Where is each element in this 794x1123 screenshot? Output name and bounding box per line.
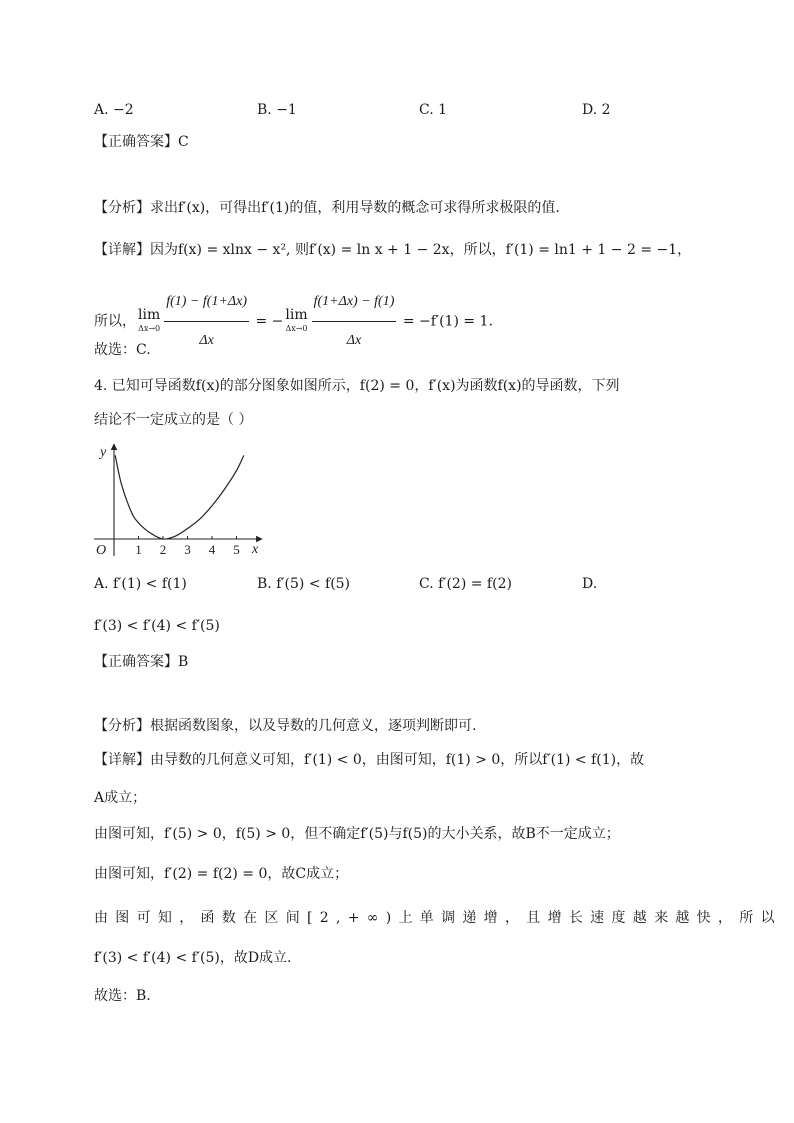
q4-option-d-content: f′(3) < f′(4) < f′(5) — [94, 618, 220, 634]
fraction-1 — [164, 284, 249, 359]
q4-option-a: A. f′(1) < f(1) — [94, 576, 187, 592]
y-axis-label: y — [100, 445, 107, 460]
x-tick-label: 4 — [208, 542, 216, 557]
fraction-1-numerator: f(1) − f(1+Δx) — [164, 284, 249, 322]
q3-detail-1: 【详解】因为f(x) = xlnx − x², 则f′(x) = ln x + 1 − 2x，所以，f′(1) = ln1 + 1 − 2 = −1， — [94, 242, 692, 258]
q4-conclusion: 故选：B. — [94, 988, 151, 1004]
limit-operator-1 — [138, 308, 160, 336]
equals-minus: = − — [251, 313, 284, 330]
q3-option-b: B. −1 — [257, 102, 297, 118]
x-tick-label: 2 — [159, 542, 167, 557]
limit-word: lim — [285, 306, 308, 323]
q4-stem-1: 4. 已知可导函数f(x)的部分图象如图所示，f(2) = 0，f′(x)为函数f(x)的导函数，下列 — [94, 378, 620, 394]
limit-subscript: Δx→0 — [285, 323, 308, 333]
q3-analysis: 【分析】求出f′(x)，可得出f′(1)的值，利用导数的概念可求得所求极限的值. — [94, 200, 560, 216]
q4-answer: 【正确答案】B — [94, 654, 189, 670]
limit-operator-2 — [285, 308, 307, 336]
q3-option-a: A. −2 — [94, 102, 134, 118]
q3-conclusion: 故选：C. — [94, 342, 151, 358]
equals-result: = −f′(1) = 1. — [398, 313, 493, 330]
limit-word: lim — [138, 306, 161, 323]
q3-detail-2-prefix: 所以， — [94, 313, 136, 330]
q4-stem-2: 结论不一定成立的是（ ） — [94, 412, 253, 428]
x-axis-label: x — [252, 542, 259, 557]
fraction-1-denominator: Δx — [199, 333, 214, 348]
function-curve — [115, 455, 244, 539]
q4-option-c: C. f′(2) = f(2) — [419, 576, 512, 592]
q4-detail-6: f′(3) < f′(4) < f′(5)，故D成立. — [94, 950, 292, 966]
q4-detail-4: 由图可知，f′(2) = f(2) = 0，故C成立； — [94, 866, 349, 882]
q4-option-d: D. — [582, 576, 598, 592]
x-tick-label: 3 — [184, 542, 191, 557]
fraction-2-numerator: f(1+Δx) − f(1) — [312, 284, 397, 322]
limit-subscript: Δx→0 — [138, 323, 161, 333]
q3-option-c: C. 1 — [419, 102, 448, 118]
x-tick-label: 5 — [233, 542, 240, 557]
q3-option-d: D. 2 — [582, 102, 611, 118]
q4-detail-2: A成立； — [94, 790, 147, 806]
fraction-2-denominator: Δx — [346, 333, 362, 348]
q4-detail-5: 由图可知，函数在区间[2,+∞)上单调递增，且增长速度越来越快，所以 — [94, 910, 782, 926]
fraction-2 — [312, 284, 397, 359]
function-graph — [90, 440, 270, 560]
q4-option-b: B. f′(5) < f(5) — [257, 576, 351, 592]
q3-answer: 【正确答案】C — [94, 134, 189, 150]
origin-label: O — [96, 543, 107, 558]
q4-detail-1: 【详解】由导数的几何意义可知，f′(1) < 0，由图可知，f(1) > 0，所以f′(1) < f(1)，故 — [94, 752, 645, 768]
q3-detail-2 — [94, 284, 493, 359]
q4-analysis: 【分析】根据函数图象，以及导数的几何意义，逐项判断即可. — [94, 718, 477, 734]
x-tick-label: 1 — [135, 542, 142, 557]
q4-detail-3: 由图可知，f′(5) > 0，f(5) > 0，但不确定f′(5)与f(5)的大小关系，故B不一定成立； — [94, 826, 620, 842]
